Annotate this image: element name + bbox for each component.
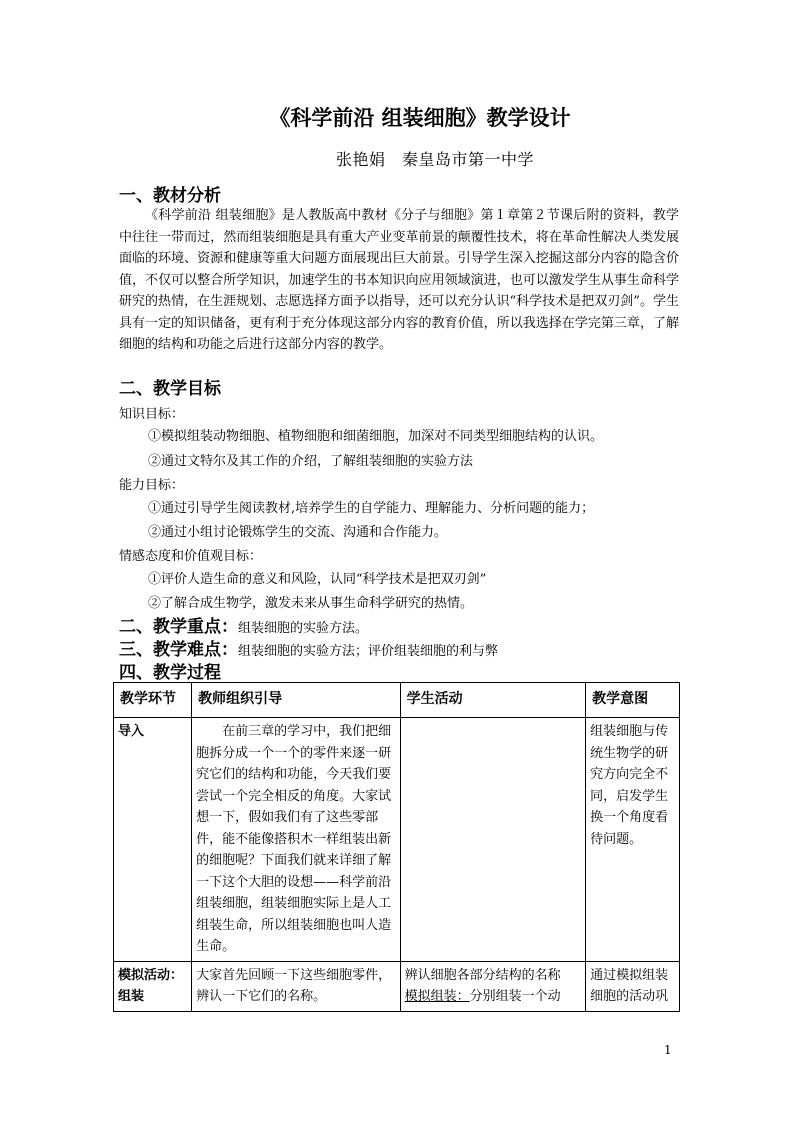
table-row <box>114 961 680 1011</box>
student-activity-2-label: 模拟组装： <box>404 989 470 1004</box>
header-intent: 教学意图 <box>586 683 680 718</box>
header-student: 学生活动 <box>400 683 586 718</box>
difficulties-text: 组装细胞的实验方法；评价组装细胞的利与弊 <box>238 644 499 659</box>
row-teacher-simulation: 大家首先回顾一下这些细胞零件，辨认一下它们的名称。 <box>192 961 400 1011</box>
knowledge-objectives-label: 知识目标： <box>119 407 185 422</box>
emotion-objectives-label: 情感态度和价值观目标： <box>119 549 263 564</box>
difficulties-label: 三、教学难点： <box>119 640 238 660</box>
ability-objectives-label: 能力目标： <box>119 478 185 493</box>
key-points-text: 组装细胞的实验方法。 <box>238 621 369 636</box>
row-stage-simulation: 模拟活动：组装 <box>114 961 192 1011</box>
header-teacher: 教师组织引导 <box>192 683 400 718</box>
section-heading-difficulties <box>119 635 498 660</box>
section-heading-analysis: 一、教材分析 <box>119 186 221 206</box>
student-activity-2 <box>405 986 582 1008</box>
section-heading-key-points <box>119 612 368 637</box>
ability-objective-2: ②通过小组讨论锻炼学生的交流、沟通和合作能力。 <box>148 525 448 540</box>
teaching-process-table <box>113 682 680 1012</box>
row-student-intro <box>400 718 586 962</box>
page-number: 1 <box>664 1043 672 1057</box>
key-points-label: 二、教学重点： <box>119 617 238 637</box>
document-title: 《科学前沿 组装细胞》教学设计 <box>269 105 571 130</box>
section-heading-objectives: 二、教学目标 <box>119 379 221 399</box>
emotion-objective-1: ①评价人造生命的意义和风险，认同“科学技术是把双刃剑” <box>148 572 487 587</box>
table-row <box>114 718 680 962</box>
row-intent-intro: 组装细胞与传统生物学的研究方向完全不同，启发学生换一个角度看待问题。 <box>586 718 680 962</box>
student-activity-1: 辨认细胞各部分结构的名称 <box>404 967 561 983</box>
section-heading-process: 四、教学过程 <box>119 663 221 683</box>
analysis-paragraph: 《科学前沿 组装细胞》是人教版高中教材《分子与细胞》第１章第２节课后附的资料，教学中往往一带而过，然而组装细胞是具有重大产业变革前景的颠覆性技术，将在革命性解决人类发展面临的环境、资源和健康等重大问题方面展现出巨大前景。引导学生深入挖掘这部分内容的隐含价值，不仅可以整合所学知识，加速学生的书本知识向应用领域演进，也可以激发学生从事生命科学研究的热情，在生涯规划、志愿选择方面予以指导，还可以充分认识“科学技术是把双刃剑”。学生具有一定的知识储备，更有利于充分体现这部分内容的教育价值，所以我选择在学完第三章，了解细胞的结构和功能之后进行这部分内容的教学。 <box>119 208 679 352</box>
header-stage: 教学环节 <box>114 683 192 718</box>
knowledge-objective-1: ①模拟组装动物细胞、植物细胞和细菌细胞，加深对不同类型细胞结构的认识。 <box>148 429 604 444</box>
row-teacher-intro: 在前三章的学习中，我们把细胞拆分成一个一个的零件来逐一研究它们的结构和功能，今天我们要尝试一个完全相反的角度。大家试想一下，假如我们有了这些零部件，能不能像搭积木一样组装出新的细胞呢？下面我们就来详细了解一下这个大胆的设想——科学前沿组装细胞，组装细胞实际上是人工组装生命，所以组装细胞也叫人造生命。 <box>192 718 400 962</box>
table-header-row <box>114 683 680 718</box>
student-activity-2-text: 分别组装一个动 <box>469 989 561 1004</box>
emotion-objective-2: ②了解合成生物学，激发未来从事生命科学研究的热情。 <box>148 596 474 611</box>
knowledge-objective-2: ②通过文特尔及其工作的介绍，了解组装细胞的实验方法 <box>148 454 474 469</box>
row-student-simulation <box>400 961 586 1011</box>
author-line: 张艳娟 秦皇岛市第一中学 <box>336 150 535 169</box>
row-stage-intro: 导入 <box>114 718 192 962</box>
ability-objective-1: ①通过引导学生阅读教材,培养学生的自学能力、理解能力、分析问题的能力； <box>148 501 595 516</box>
row-intent-simulation: 通过模拟组装细胞的活动巩 <box>586 961 680 1011</box>
